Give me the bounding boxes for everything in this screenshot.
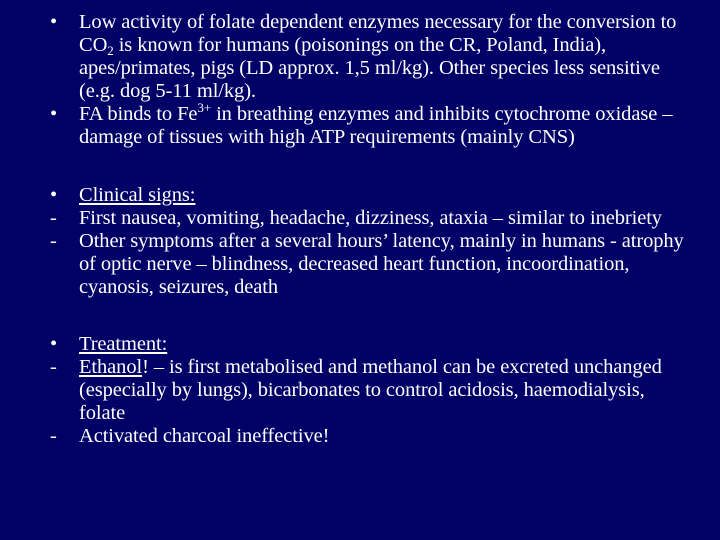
clinical-sign-text: First nausea, vomiting, headache, dizziness, ataxia – similar to inebriety (79, 207, 662, 229)
fa-binds-bullet (50, 100, 690, 149)
fe-superscript: 3+ (197, 100, 212, 115)
treatment-item (50, 425, 690, 448)
dash-marker: - (50, 425, 57, 447)
folate-enzymes-bullet (50, 11, 690, 103)
clinical-signs-label: Clinical signs: (79, 184, 196, 206)
dash-marker: - (50, 356, 57, 378)
spacer (50, 299, 690, 333)
treatment-item (50, 356, 690, 425)
treatment-label: Treatment: (79, 333, 168, 355)
co2-subscript: 2 (107, 43, 114, 58)
clinical-sign-item (50, 230, 690, 299)
bullet-marker: • (50, 11, 58, 33)
folate-text-part1: Low activity of folate dependent enzymes necessary for the conversion to CO (79, 11, 677, 56)
clinical-sign-text: Other symptoms after a several hours’ latency, mainly in humans - atrophy of optic nerve – blindness, decreased heart function, incoordination, cyanosis, seizures, death (79, 230, 684, 298)
clinical-sign-item (50, 207, 690, 230)
bullet-marker: • (50, 103, 58, 125)
fa-text-part1: FA binds to Fe (79, 103, 198, 125)
treatment-text: Activated charcoal ineffective! (79, 425, 330, 447)
ethanol-emphasis: Ethanol (79, 356, 143, 378)
folate-text-part2: is known for humans (poisonings on the CR, Poland, India), apes/primates, pigs (LD approx. 1,5 ml/kg). Other species less sensitive (e.g. dog 5-11 ml/kg). (79, 34, 660, 102)
treatment-heading (50, 333, 690, 356)
spacer (50, 149, 690, 184)
dash-marker: - (50, 230, 57, 252)
fa-text-part2: in breathing enzymes and inhibits cytochrome oxidase – damage of tissues with high ATP requirements (mainly CNS) (79, 103, 673, 148)
clinical-signs-heading (50, 184, 690, 207)
bullet-marker: • (50, 333, 58, 355)
dash-marker: - (50, 207, 57, 229)
treatment-text: ! – is first metabolised and methanol can be excreted unchanged (especially by lungs), bicarbonates to control acidosis, haemodialysis, folate (79, 356, 662, 424)
bullet-marker: • (50, 184, 58, 206)
